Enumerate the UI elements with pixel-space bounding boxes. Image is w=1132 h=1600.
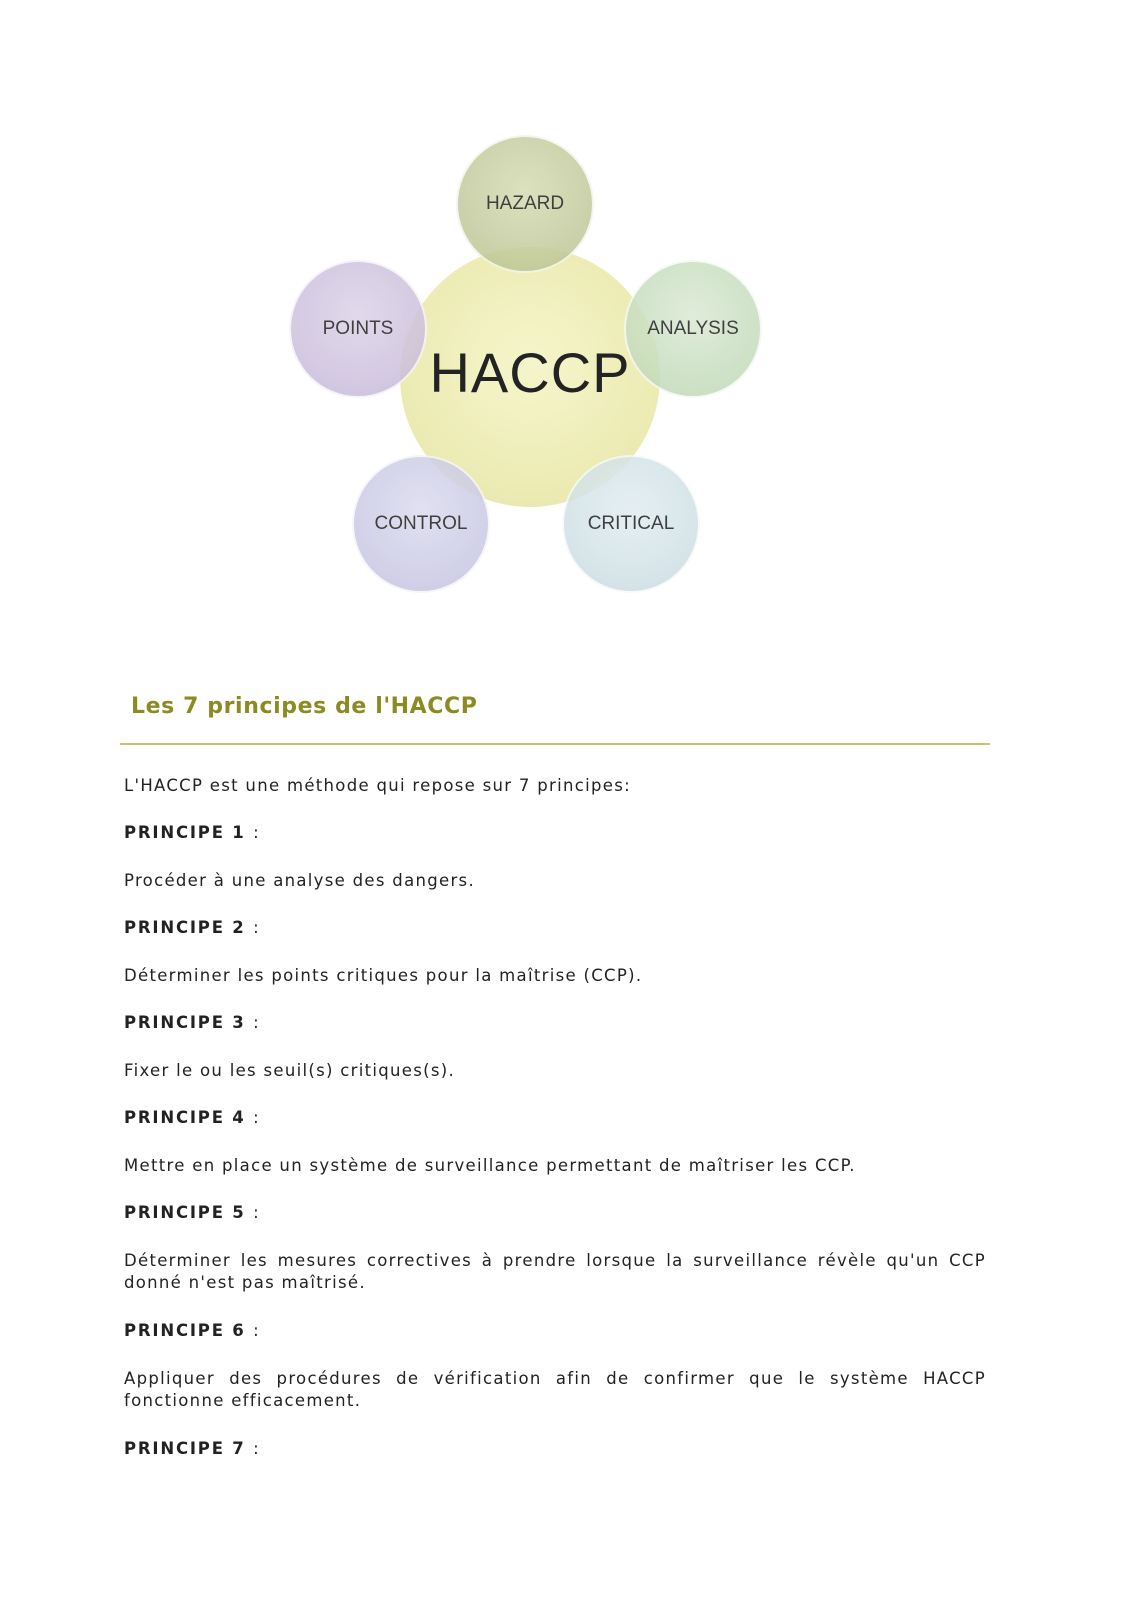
principle-text: Appliquer des procédures de vérification afin de confirmer que le système HACCP fonctionne efficacement. [124, 1369, 986, 1410]
principle-heading-label: PRINCIPE 3 [124, 1013, 246, 1032]
principles-content [124, 775, 986, 1486]
principle-text: Procéder à une analyse des dangers. [124, 871, 475, 890]
principle-text: Mettre en place un système de surveillance permettant de maîtriser les CCP. [124, 1156, 856, 1175]
principle-heading [124, 822, 986, 844]
principle-heading-colon: : [253, 918, 261, 937]
principle-text: Déterminer les mesures correctives à prendre lorsque la surveillance révèle qu'un CCP donné n'est pas maîtrisé. [124, 1251, 986, 1292]
principle-heading-label: PRINCIPE 7 [124, 1439, 246, 1458]
diagram-label-points: POINTS [322, 318, 394, 339]
principle-heading [124, 1107, 986, 1129]
diagram-circle-control [352, 455, 490, 593]
diagram-circle-points [289, 260, 427, 398]
diagram-center-label: HACCP [429, 340, 631, 404]
principle-heading-colon: : [253, 1108, 261, 1127]
principle-heading-colon: : [253, 1013, 261, 1032]
principle-heading-label: PRINCIPE 2 [124, 918, 246, 937]
principle-heading-label: PRINCIPE 5 [124, 1203, 246, 1222]
section-title: Les 7 principes de l'HACCP [131, 694, 478, 719]
principle-heading-label: PRINCIPE 4 [124, 1108, 246, 1127]
principle-heading-colon: : [253, 823, 261, 842]
principle-heading-colon: : [253, 1439, 261, 1458]
principle-heading [124, 917, 986, 939]
principle-heading-label: PRINCIPE 6 [124, 1321, 246, 1340]
principle-text: Fixer le ou les seuil(s) critiques(s). [124, 1061, 456, 1080]
diagram-label-hazard: HAZARD [485, 193, 565, 214]
diagram-circle-analysis [624, 260, 762, 398]
principle-heading-label: PRINCIPE 1 [124, 823, 246, 842]
principle-heading-colon: : [253, 1203, 261, 1222]
principle-heading-colon: : [253, 1321, 261, 1340]
title-divider [120, 743, 990, 745]
intro-text: L'HACCP est une méthode qui repose sur 7 principes: [124, 776, 632, 795]
diagram-label-critical: CRITICAL [587, 513, 675, 534]
principle-text: Déterminer les points critiques pour la maîtrise (CCP). [124, 966, 643, 985]
diagram-label-control: CONTROL [374, 513, 468, 534]
principle-heading [124, 1438, 986, 1460]
principle-heading [124, 1202, 986, 1224]
principle-heading [124, 1012, 986, 1034]
diagram-label-analysis: ANALYSIS [647, 318, 739, 339]
haccp-diagram [290, 130, 770, 610]
diagram-circle-hazard [456, 135, 594, 273]
principle-heading [124, 1320, 986, 1342]
diagram-circle-critical [562, 455, 700, 593]
